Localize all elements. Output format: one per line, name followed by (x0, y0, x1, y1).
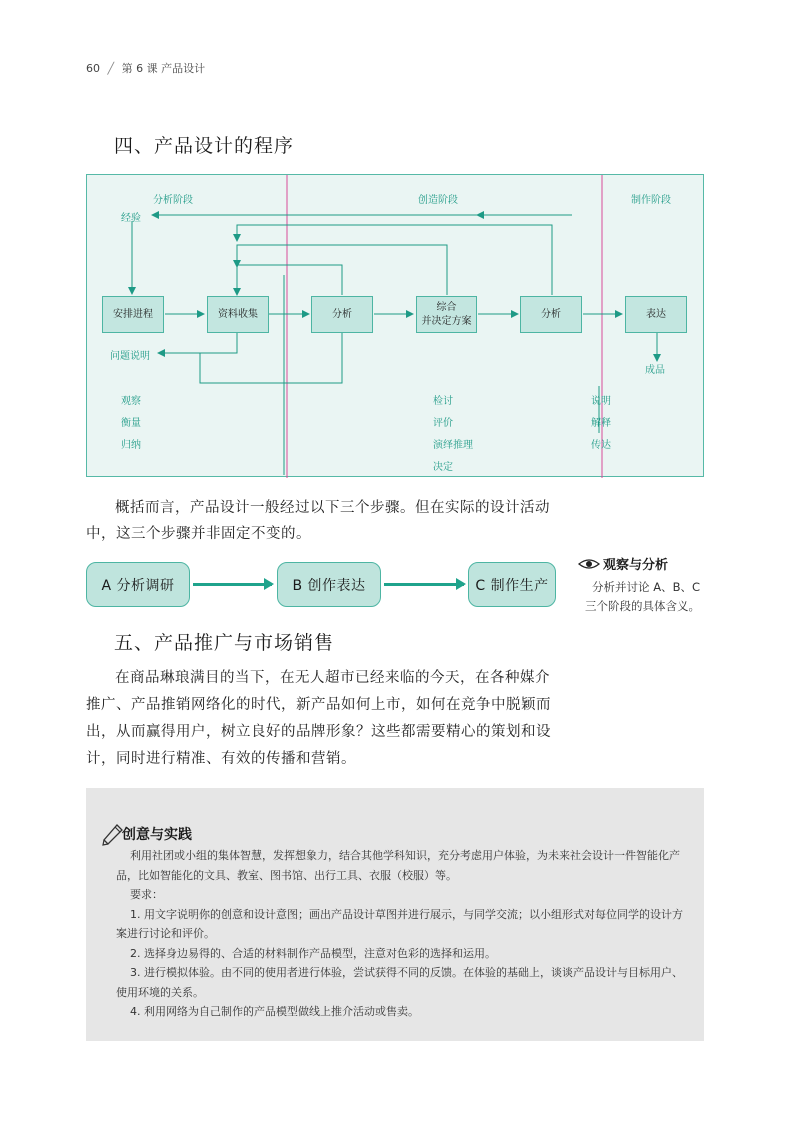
stage-analysis-label: 分析阶段 (153, 195, 193, 206)
box-analyze-2: 分析 (520, 296, 582, 333)
practice-item-1: 1. 用文字说明你的创意和设计意图；画出产品设计草图并进行展示，与同学交流；以小组形式对每位同学的设计方案进行讨论和评价。 (116, 907, 683, 940)
box-express: 表达 (625, 296, 687, 333)
practice-title: 创意与实践 (122, 827, 192, 843)
analysis-step-induce: 归纳 (121, 440, 141, 451)
box-synthesize-line1: 综合 (436, 301, 457, 313)
step-a-analysis: A 分析调研 (86, 562, 190, 607)
section-title-promotion: 五、产品推广与市场销售 (114, 632, 335, 654)
box-schedule: 安排进程 (102, 296, 164, 333)
lesson-title: 第 6 课 产品设计 (121, 62, 206, 75)
eye-icon (578, 558, 600, 574)
box-collect-data: 资料收集 (207, 296, 269, 333)
practice-item-2: 2. 选择身边易得的、合适的材料制作产品模型，注意对色彩的选择和运用。 (130, 946, 496, 960)
production-step-convey: 传达 (591, 440, 611, 451)
creation-step-review: 检讨 (433, 396, 453, 407)
observe-title: 观察与分析 (603, 558, 669, 573)
product-label: 成品 (645, 365, 665, 376)
observe-analyze-box (578, 554, 700, 616)
creation-step-evaluate: 评价 (433, 418, 453, 429)
practice-item-4: 4. 利用网络为自己制作的产品模型做线上推介活动或售卖。 (130, 1005, 419, 1018)
box-synthesize-line2: 并决定方案 (421, 315, 472, 327)
diagram-lines (87, 175, 705, 478)
practice-requirements-label: 要求： (130, 888, 163, 901)
problem-statement-label: 问题说明 (110, 351, 150, 362)
stage-production-label: 制作阶段 (631, 195, 671, 206)
design-process-diagram (86, 174, 704, 477)
analysis-step-observe: 观察 (121, 396, 141, 407)
production-step-explain: 说明 (591, 396, 611, 407)
summary-paragraph: 概括而言，产品设计一般经过以下三个步骤。但在实际的设计活动中，这三个步骤并非固定不变的。 (86, 500, 550, 542)
observe-text: 分析并讨论 A、B、C 三个阶段的具体含义。 (585, 579, 700, 613)
stage-creation-label: 创造阶段 (418, 195, 458, 206)
header-separator: ╱ (107, 62, 115, 75)
step-b-creation: B 创作表达 (277, 562, 381, 607)
step-arrow-a-b (193, 583, 272, 586)
creation-step-decide: 决定 (433, 462, 453, 473)
analysis-step-measure: 衡量 (121, 418, 141, 429)
page-number: 60 (86, 62, 100, 75)
practice-content (116, 846, 690, 1022)
practice-intro: 利用社团或小组的集体智慧，发挥想象力，结合其他学科知识，充分考虑用户体验，为未来社会设计一件智能化产品，比如智能化的文具、教室、图书馆、出行工具、衣服（校服）等。 (116, 849, 680, 882)
creation-step-deduce: 演绎推理 (433, 440, 473, 451)
step-c-production: C 制作生产 (468, 562, 556, 607)
promotion-paragraph: 在商品琳琅满目的当下，在无人超市已经来临的今天，在各种媒介推广、产品推销网络化的时代，新产品如何上市，如何在竞争中脱颖而出，从而赢得用户，树立良好的品牌形象？这些都需要精心的策划和设计，同时进行精准、有效的传播和营销。 (86, 670, 551, 767)
experience-label: 经验 (121, 213, 141, 224)
box-synthesize (416, 296, 477, 333)
practice-item-3: 3. 进行模拟体验。由不同的使用者进行体验，尝试获得不同的反馈。在体验的基础上，谈谈产品设计与目标用户、使用环境的关系。 (116, 966, 683, 999)
step-arrow-b-c (384, 583, 464, 586)
observe-title-row (578, 554, 700, 574)
creative-practice-box (86, 788, 704, 1041)
section-title-design-process: 四、产品设计的程序 (114, 135, 295, 157)
production-step-interpret: 解释 (591, 418, 611, 429)
running-header (86, 60, 205, 76)
box-analyze-1: 分析 (311, 296, 373, 333)
